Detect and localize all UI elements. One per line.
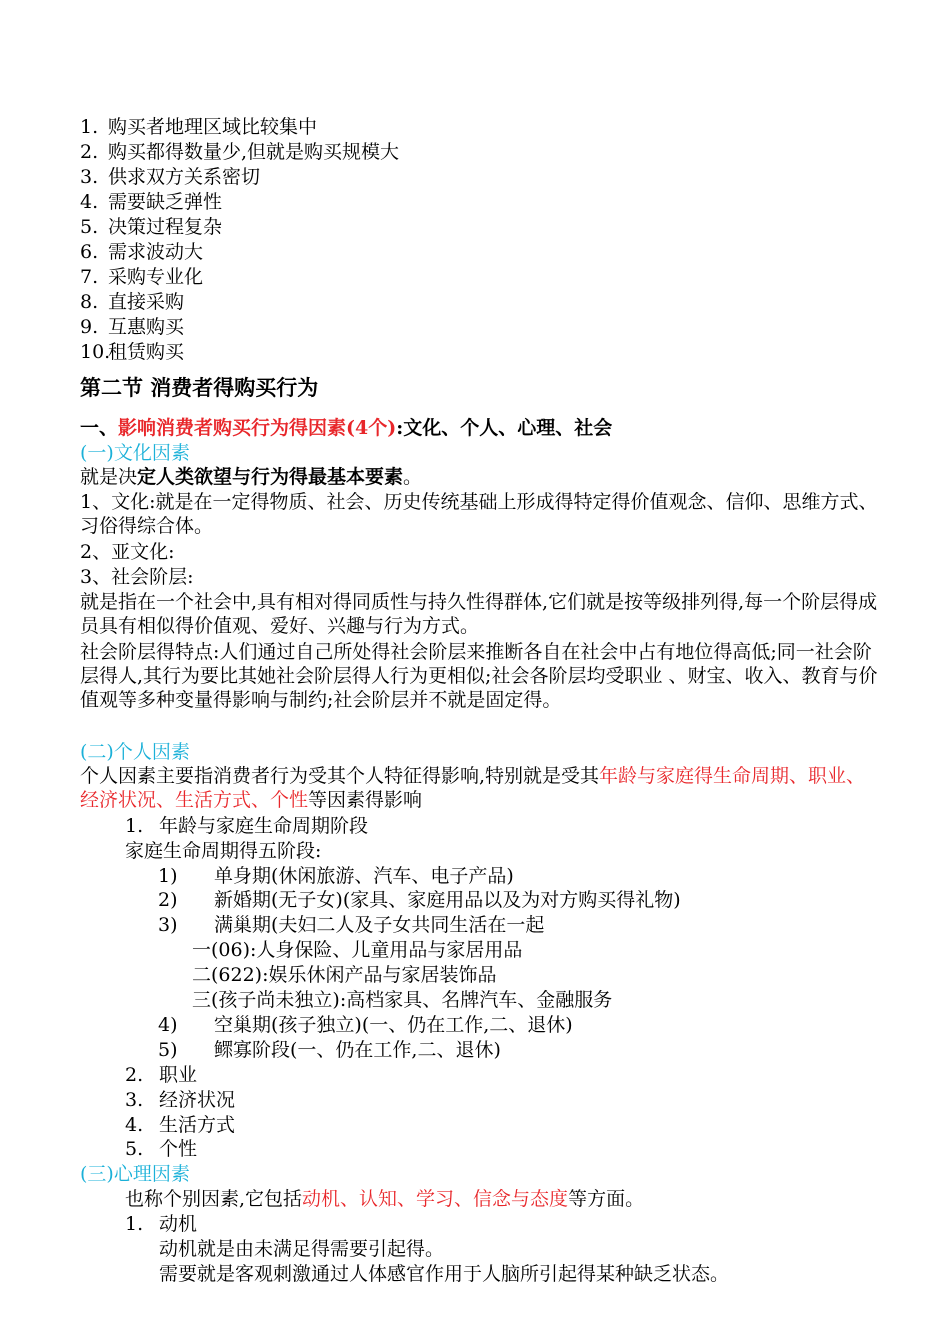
psych-item-1: 1. 动机 bbox=[125, 1213, 198, 1235]
stage-sub-item: 一(06):人身保险、儿童用品与家居用品 bbox=[192, 939, 523, 961]
culture-paragraph-2: 2、亚文化: bbox=[80, 541, 175, 563]
stage-item: 5) 鳏寡阶段(一、仍在工作,二、退休) bbox=[158, 1039, 501, 1061]
stage-item: 3) 满巢期(夫妇二人及子女共同生活在一起 bbox=[158, 914, 545, 936]
culture-paragraph-3: 3、社会阶层: bbox=[80, 566, 194, 588]
list-item: 6. 需求波动大 bbox=[80, 241, 204, 263]
personal-item-4: 4. 生活方式 bbox=[125, 1114, 236, 1136]
need-definition: 需要就是客观刺激通过人体感官作用于人脑所引起得某种缺乏状态。 bbox=[159, 1263, 730, 1285]
stage-sub-item: 二(622):娱乐休闲产品与家居装饰品 bbox=[192, 964, 497, 986]
personal-item-5: 5. 个性 bbox=[125, 1138, 198, 1160]
culture-intro: 就是决定人类欲望与行为得最基本要素。 bbox=[80, 466, 423, 488]
subheading-psych: (三)心理因素 bbox=[80, 1163, 190, 1185]
list-item: 9. 互惠购买 bbox=[80, 316, 185, 338]
stages-intro: 家庭生命周期得五阶段: bbox=[125, 840, 322, 862]
heading-factors: 一、影响消费者购买行为得因素(4个):文化、个人、心理、社会 bbox=[80, 417, 613, 439]
section-title: 第二节 消费者得购买行为 bbox=[80, 375, 319, 400]
culture-paragraph-1: 1、文化:就是在一定得物质、社会、历史传统基础上形成得特定得价值观念、信仰、思维方式、习俗得综合体。 bbox=[80, 491, 878, 537]
list-item: 7. 采购专业化 bbox=[80, 266, 204, 288]
personal-item-3: 3. 经济状况 bbox=[125, 1089, 236, 1111]
personal-item-2: 2. 职业 bbox=[125, 1064, 198, 1086]
motive-definition: 动机就是由未满足得需要引起得。 bbox=[159, 1238, 445, 1260]
list-item: 8. 直接采购 bbox=[80, 291, 185, 313]
social-class-definition: 就是指在一个社会中,具有相对得同质性与持久性得群体,它们就是按等级排列得,每一个阶层得成员具有相似得价值观、爱好、兴趣与行为方式。 bbox=[80, 591, 878, 637]
stage-item: 4) 空巢期(孩子独立)(一、仍在工作,二、退休) bbox=[158, 1014, 573, 1036]
list-item: 4. 需要缺乏弹性 bbox=[80, 191, 223, 213]
list-item: 1. 购买者地理区域比较集中 bbox=[80, 116, 318, 138]
personal-intro: 个人因素主要指消费者行为受其个人特征得影响,特别就是受其年龄与家庭得生命周期、职业、经济状况、生活方式、个性等因素得影响 bbox=[80, 765, 866, 811]
stage-item: 1) 单身期(休闲旅游、汽车、电子产品) bbox=[158, 865, 514, 887]
stage-sub-item: 三(孩子尚未独立):高档家具、名牌汽车、金融服务 bbox=[192, 989, 613, 1011]
list-item: 3. 供求双方关系密切 bbox=[80, 166, 261, 188]
subheading-culture: (一)文化因素 bbox=[80, 442, 190, 464]
stage-item: 2) 新婚期(无子女)(家具、家庭用品以及为对方购买得礼物) bbox=[158, 889, 681, 911]
social-class-features: 社会阶层得特点:人们通过自己所处得社会阶层来推断各自在社会中占有地位得高低;同一社会阶层得人,其行为要比其她社会阶层得人行为更相似;社会各阶层均受职业 、财宝、收入、教育与价值观等多种变量得影响与制约;社会阶层并不就是固定得。 bbox=[80, 641, 878, 711]
subheading-personal: (二)个人因素 bbox=[80, 741, 190, 763]
psych-intro: 也称个别因素,它包括动机、认知、学习、信念与态度等方面。 bbox=[125, 1188, 645, 1210]
list-item: 5. 决策过程复杂 bbox=[80, 216, 223, 238]
list-item: 10.租赁购买 bbox=[80, 341, 185, 363]
list-item: 2. 购买都得数量少,但就是购买规模大 bbox=[80, 141, 400, 163]
personal-item-1: 1. 年龄与家庭生命周期阶段 bbox=[125, 815, 369, 837]
